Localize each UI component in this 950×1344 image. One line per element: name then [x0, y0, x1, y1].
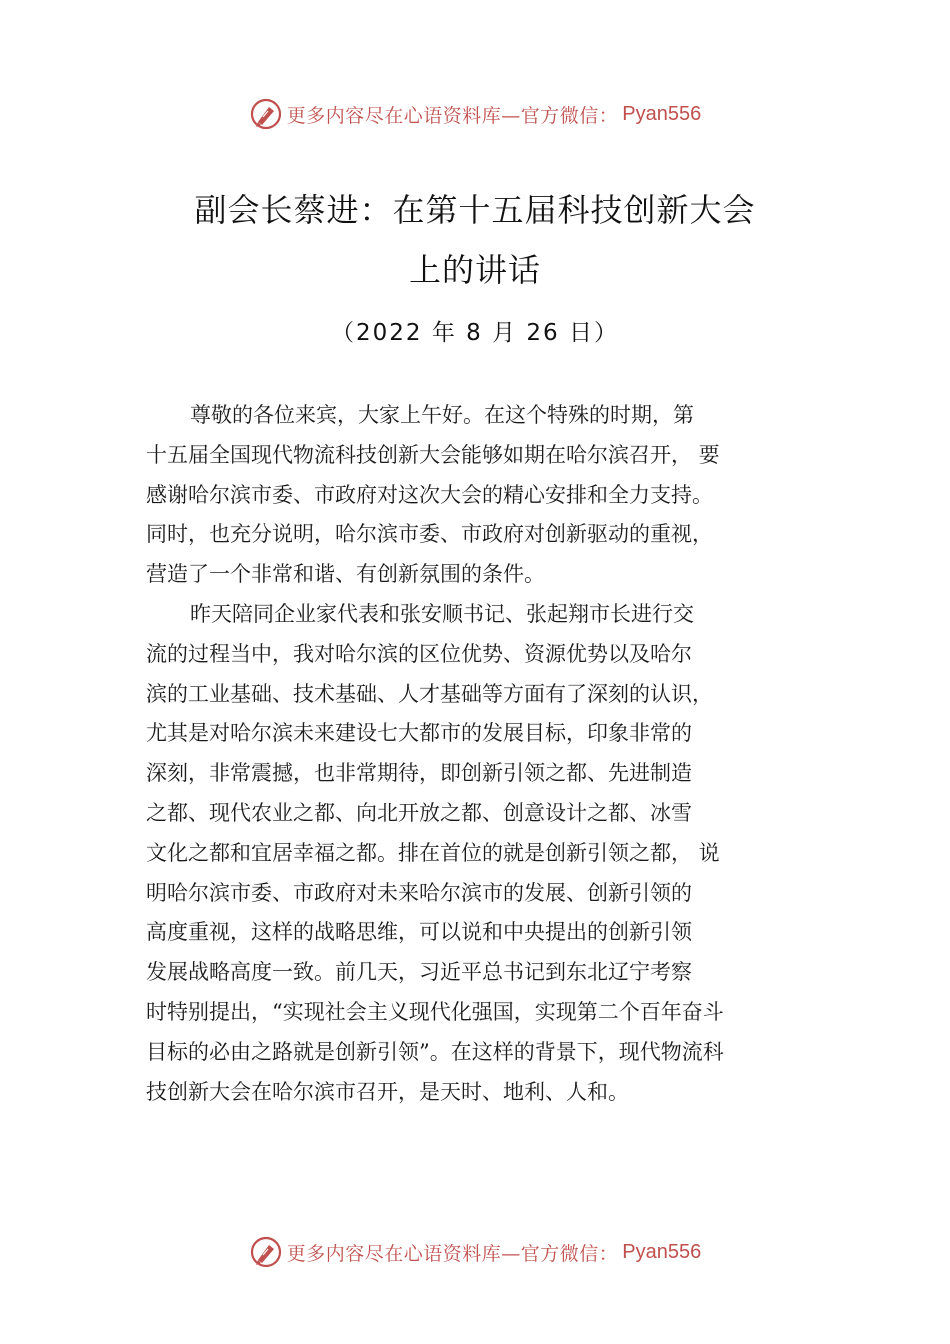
banner-text: 更多内容尽在心语资料库—官方微信：: [286, 104, 619, 127]
body-line: 目标的必由之路就是创新引领”。在这样的背景下，现代物流科: [146, 1039, 724, 1064]
speech-body: [146, 396, 818, 1112]
body-line: 流的过程当中，我对哈尔滨的区位优势、资源优势以及哈尔: [146, 641, 692, 666]
body-line: 时特别提出，“实现社会主义现代化强国，实现第二个百年奋斗: [146, 999, 724, 1024]
wechat-id: Pyan556: [622, 102, 702, 125]
body-line: 之都、现代农业之都、向北开放之都、创意设计之都、冰雪: [146, 800, 692, 825]
body-line: 发展战略高度一致。前几天，习近平总书记到东北辽宁考察: [146, 960, 692, 985]
body-line: 昨天陪同企业家代表和张安顺书记、张起翔市长进行交: [190, 601, 694, 626]
header-banner: [0, 94, 950, 134]
body-line: 尊敬的各位来宾，大家上午好。在这个特殊的时期，第: [190, 403, 694, 427]
body-line: 技创新大会在哈尔滨市召开，是天时、地利、人和。: [146, 1079, 629, 1104]
body-line: 深刻，非常震撼，也非常期待，即创新引领之都、先进制造: [146, 761, 692, 786]
body-line: 高度重视，这样的战略思维，可以说和中央提出的创新引领: [146, 920, 692, 945]
speech-date: （2022 年 8 月 26 日）: [331, 320, 619, 346]
wechat-id: Pyan556: [622, 1240, 702, 1263]
pen-nib-logo-icon: [249, 97, 283, 131]
pen-nib-logo-icon: [249, 1235, 283, 1269]
body-line: 感谢哈尔滨市委、市政府对这次大会的精心安排和全力支持。: [146, 482, 713, 507]
body-line: 同时，也充分说明，哈尔滨市委、市政府对创新驱动的重视，: [146, 522, 713, 547]
banner-text: 更多内容尽在心语资料库—官方微信：: [286, 1242, 619, 1265]
body-line: 十五届全国现代物流科技创新大会能够如期在哈尔滨召开， 要: [146, 442, 720, 467]
body-line: 尤其是对哈尔滨未来建设七大都市的发展目标，印象非常的: [146, 721, 692, 746]
page-title-line-1: 副会长蔡进：在第十五届科技创新大会: [194, 191, 756, 229]
body-line: 营造了一个非常和谐、有创新氛围的条件。: [146, 562, 545, 587]
footer-banner: [0, 1232, 950, 1272]
body-line: 明哈尔滨市委、市政府对未来哈尔滨市的发展、创新引领的: [146, 880, 692, 905]
body-line: 滨的工业基础、技术基础、人才基础等方面有了深刻的认识，: [146, 681, 713, 706]
body-line: 文化之都和宜居幸福之都。排在首位的就是创新引领之都， 说: [146, 840, 720, 865]
page-title-line-2: 上的讲话: [408, 251, 541, 289]
